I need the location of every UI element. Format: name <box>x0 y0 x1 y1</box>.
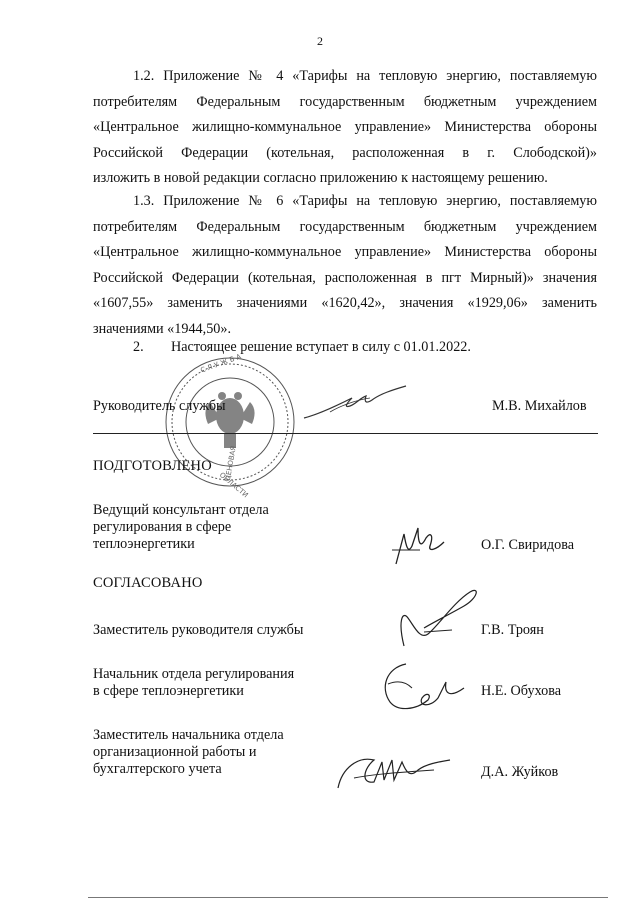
paragraph-line: 1.2. Приложение № 4 «Тарифы на тепловую энергию, поставляемую <box>133 68 597 84</box>
paragraph-line: «Центральное жилищно-коммунальное управление» Министерства обороны <box>93 119 597 136</box>
signature-divider <box>93 433 598 434</box>
position-line: теплоэнергетики <box>93 536 195 552</box>
prepared-heading: ПОДГОТОВЛЕНО <box>93 458 212 474</box>
prepared-signature-image <box>390 520 450 568</box>
position-line: Ведущий консультант отдела <box>93 502 269 518</box>
agreed-signer-3-position <box>93 727 284 778</box>
paragraph-line: 1.3. Приложение № 6 «Тарифы на тепловую энергию, поставляемую <box>133 193 597 209</box>
svg-text:ОБЛАСТИ: ОБЛАСТИ <box>217 470 250 500</box>
prepared-position <box>93 502 269 553</box>
agreed-signer-2-name: Н.Е. Обухова <box>481 683 562 699</box>
agreed-signer-1-name: Г.В. Троян <box>481 622 544 638</box>
position-line: Начальник отдела регулирования <box>93 666 295 682</box>
head-signature-image <box>300 384 410 424</box>
paragraph-line: Российской Федерации (котельная, расположенная в г. Слободской)» <box>93 144 597 161</box>
position-line: организационной работы и <box>93 744 257 760</box>
paragraph-line: «Центральное жилищно-коммунальное управление» Министерства обороны <box>93 244 597 261</box>
agreed-signer-1-signature-image <box>394 582 482 650</box>
agreed-signer-3-name: Д.А. Жуйков <box>481 764 559 780</box>
agreed-signer-2-position <box>93 666 294 700</box>
paragraph-1-3 <box>93 189 597 343</box>
paragraph-line: потребителям Федеральным государственным бюджетным учреждением <box>93 93 597 110</box>
page-number: 2 <box>317 34 323 48</box>
position-line: бухгалтерского учета <box>93 761 222 777</box>
page-bottom-edge <box>88 897 608 898</box>
paragraph-line: «1607,55» заменить значениями «1620,42», значения «1929,06» заменить <box>93 295 597 312</box>
position-line: Заместитель начальника отдела <box>93 727 284 743</box>
svg-text:С Л У Ж Б А: С Л У Ж Б А <box>199 352 243 375</box>
paragraph-line: изложить в новой редакции согласно приложению к настоящему решению. <box>93 170 548 187</box>
head-position: Руководитель службы <box>93 398 226 414</box>
paragraph-line: Российской Федерации (котельная, расположенная в пгт Мирный)» значения <box>93 269 597 286</box>
agreed-signer-2-signature-image <box>376 658 472 714</box>
prepared-name: О.Г. Свиридова <box>481 537 575 553</box>
agreed-heading: СОГЛАСОВАНО <box>93 575 203 591</box>
svg-text:ЦЕНОВАЯ: ЦЕНОВАЯ <box>223 445 238 482</box>
position-line: в сфере теплоэнергетики <box>93 683 244 699</box>
item-number: 2. <box>133 339 144 355</box>
head-name: М.В. Михайлов <box>492 398 587 414</box>
agreed-signer-1-position <box>93 622 303 639</box>
agreed-signer-3-signature-image <box>334 748 454 794</box>
item-text: Настоящее решение вступает в силу с 01.01.2022. <box>171 339 471 355</box>
paragraph-line: потребителям Федеральным государственным бюджетным учреждением <box>93 218 597 235</box>
paragraph-1-2 <box>93 64 597 192</box>
paragraph-line: значениями «1944,50». <box>93 320 232 337</box>
position-line: регулирования в сфере <box>93 519 232 535</box>
position-line: Заместитель руководителя службы <box>93 622 304 638</box>
